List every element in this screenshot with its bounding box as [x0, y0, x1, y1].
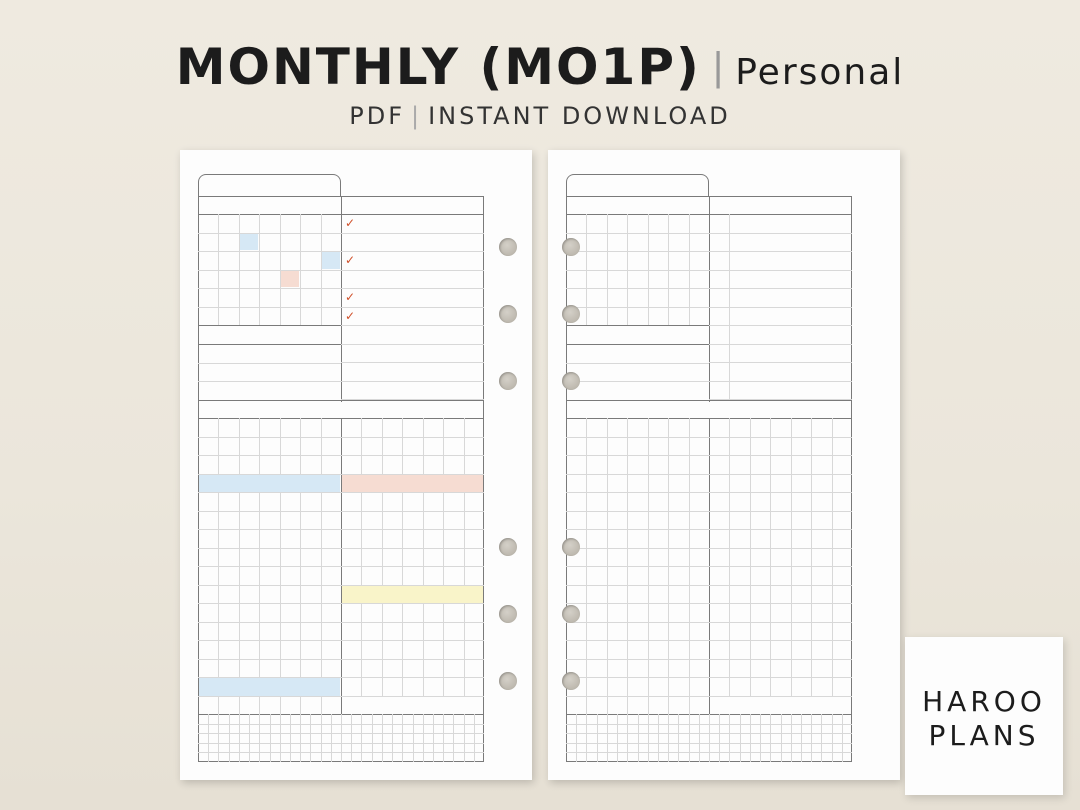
rule-line	[566, 214, 709, 215]
rule-line	[709, 603, 852, 604]
rule-line	[566, 585, 709, 586]
rule-line	[341, 196, 342, 402]
rule-line	[413, 714, 414, 762]
check-mark: ✓	[345, 308, 356, 323]
rule-line	[372, 714, 373, 762]
binder-hole	[562, 538, 580, 556]
rule-line	[198, 400, 484, 401]
rule-line	[474, 714, 475, 762]
rule-line	[627, 714, 628, 762]
rule-line	[341, 640, 484, 641]
check-mark: ✓	[345, 253, 356, 267]
binder-hole	[499, 305, 517, 323]
rule-line	[709, 566, 852, 567]
rule-line	[310, 714, 311, 762]
rule-line	[423, 714, 424, 762]
rule-line	[709, 196, 710, 402]
subtitle-format: PDF	[349, 102, 405, 130]
rule-line	[709, 511, 852, 512]
binder-hole	[562, 672, 580, 690]
rule-line	[341, 270, 484, 271]
rule-line	[321, 214, 322, 325]
rule-line	[811, 714, 812, 762]
rule-line	[709, 362, 852, 363]
rule-line	[198, 307, 341, 308]
binder-hole	[562, 238, 580, 256]
right-page-frame	[566, 174, 852, 762]
rule-line	[709, 474, 852, 475]
rule-line	[341, 566, 484, 567]
rule-line	[668, 214, 669, 325]
rule-line	[361, 714, 362, 762]
rule-line	[198, 270, 341, 271]
rule-line	[709, 288, 852, 289]
rule-line	[341, 362, 484, 363]
rule-line	[648, 714, 649, 762]
rule-line	[566, 400, 852, 401]
rule-line	[341, 548, 484, 549]
rule-line	[566, 603, 709, 604]
rule-line	[709, 548, 852, 549]
rule-line	[229, 714, 230, 762]
title-separator: |	[712, 45, 724, 89]
schedule-highlight	[199, 678, 340, 696]
rule-line	[709, 659, 852, 660]
left-page-frame	[198, 174, 484, 762]
rule-line	[402, 418, 403, 696]
rule-line	[781, 714, 782, 762]
rule-line	[198, 251, 341, 252]
month-tab	[566, 174, 709, 196]
rule-line	[729, 714, 730, 762]
check-mark: ✓	[345, 290, 356, 304]
rule-line	[617, 714, 618, 762]
rule-line	[361, 418, 362, 696]
rule-line	[239, 214, 240, 325]
rule-line	[198, 288, 341, 289]
rule-line	[382, 418, 383, 696]
rule-line	[464, 714, 465, 762]
rule-line	[678, 714, 679, 762]
rule-line	[729, 418, 730, 696]
rule-line	[402, 714, 403, 762]
month-tab	[198, 174, 341, 196]
rule-line	[198, 325, 341, 326]
binder-hole	[562, 605, 580, 623]
rule-line	[341, 325, 484, 326]
rule-line	[331, 714, 332, 762]
binder-hole	[562, 305, 580, 323]
rule-line	[198, 566, 341, 567]
date-highlight	[240, 234, 258, 251]
rule-line	[740, 714, 741, 762]
rule-line	[576, 714, 577, 762]
rule-line	[208, 714, 209, 762]
rule-line	[300, 214, 301, 325]
rule-line	[566, 307, 709, 308]
rule-line	[586, 214, 587, 325]
rule-line	[341, 214, 484, 215]
rule-line	[770, 714, 771, 762]
rule-line	[566, 363, 709, 364]
rule-line	[770, 418, 771, 696]
rule-line	[341, 529, 484, 530]
rule-line	[566, 529, 709, 530]
rule-line	[689, 714, 690, 762]
rule-line	[198, 455, 341, 456]
rule-line	[198, 585, 341, 586]
rule-line	[280, 214, 281, 325]
rule-line	[566, 251, 709, 252]
rule-line	[709, 307, 852, 308]
rule-line	[566, 233, 709, 234]
rule-line	[709, 437, 852, 438]
date-highlight	[322, 252, 340, 269]
rule-line	[198, 548, 341, 549]
rule-line	[341, 288, 484, 289]
rule-line	[423, 418, 424, 696]
rule-line	[341, 307, 484, 308]
rule-line	[280, 714, 281, 762]
rule-line	[597, 714, 598, 762]
rule-line	[566, 696, 709, 697]
rule-line	[300, 714, 301, 762]
rule-line	[198, 659, 341, 660]
rule-line	[198, 492, 341, 493]
subtitle-separator: |	[411, 102, 423, 130]
rule-line	[719, 714, 720, 762]
rule-line	[607, 714, 608, 762]
rule-line	[270, 714, 271, 762]
rule-line	[566, 455, 709, 456]
rule-line	[566, 474, 709, 475]
rule-line	[443, 714, 444, 762]
left-planner-page	[180, 150, 532, 780]
rule-line	[198, 363, 341, 364]
rule-line	[709, 677, 852, 678]
rule-line	[341, 437, 484, 438]
rule-line	[709, 381, 852, 382]
rule-line	[709, 325, 852, 326]
binder-hole	[499, 238, 517, 256]
rule-line	[566, 492, 709, 493]
rule-line	[249, 714, 250, 762]
rule-line	[198, 603, 341, 604]
rule-line	[341, 492, 484, 493]
rule-line	[566, 622, 709, 623]
rule-line	[259, 214, 260, 325]
rule-line	[566, 511, 709, 512]
rule-line	[566, 288, 709, 289]
rule-line	[218, 714, 219, 762]
rule-line	[699, 714, 700, 762]
rule-line	[341, 696, 484, 697]
rule-line	[709, 251, 852, 252]
rule-line	[689, 214, 690, 325]
rule-line	[709, 270, 852, 271]
rule-line	[709, 622, 852, 623]
rule-line	[198, 640, 341, 641]
rule-line	[453, 714, 454, 762]
rule-line	[750, 418, 751, 696]
rule-line	[607, 214, 608, 325]
title-main: MONTHLY (MO1P)	[175, 38, 701, 96]
rule-line	[464, 418, 465, 696]
rule-line	[341, 344, 484, 345]
rule-line	[566, 659, 709, 660]
schedule-highlight	[199, 475, 340, 493]
rule-line	[709, 455, 852, 456]
rule-line	[341, 381, 484, 382]
binder-hole	[499, 605, 517, 623]
rule-line	[566, 381, 709, 382]
rule-line	[709, 344, 852, 345]
brand-line-1: HAROO	[922, 685, 1046, 718]
rule-line	[351, 714, 352, 762]
rule-line	[198, 381, 341, 382]
rule-line	[259, 714, 260, 762]
rule-line	[566, 344, 709, 345]
rule-line	[832, 418, 833, 696]
rule-line	[341, 603, 484, 604]
rule-line	[586, 714, 587, 762]
rule-line	[198, 696, 341, 697]
binder-hole	[499, 672, 517, 690]
rule-line	[290, 714, 291, 762]
rule-line	[821, 714, 822, 762]
page-title	[0, 38, 1080, 96]
rule-line	[658, 714, 659, 762]
rule-line	[198, 437, 341, 438]
rule-line	[566, 566, 709, 567]
rule-line	[239, 714, 240, 762]
rule-line	[709, 214, 852, 215]
rule-line	[627, 214, 628, 325]
right-planner-page	[548, 150, 900, 780]
rule-line	[321, 714, 322, 762]
rule-line	[760, 714, 761, 762]
rule-line	[709, 696, 852, 697]
rule-line	[198, 511, 341, 512]
rule-line	[750, 714, 751, 762]
rule-line	[566, 325, 709, 326]
rule-line	[198, 344, 341, 345]
rule-line	[341, 233, 484, 234]
rule-line	[341, 251, 484, 252]
rule-line	[341, 455, 484, 456]
rule-line	[709, 233, 852, 234]
rule-line	[382, 714, 383, 762]
rule-line	[709, 585, 852, 586]
rule-line	[709, 529, 852, 530]
subtitle-download: INSTANT DOWNLOAD	[428, 102, 731, 130]
rule-line	[791, 418, 792, 696]
rule-line	[648, 214, 649, 325]
schedule-highlight	[342, 586, 483, 604]
rule-line	[443, 418, 444, 696]
binder-hole	[499, 372, 517, 390]
rule-line	[566, 548, 709, 549]
subtitle	[0, 102, 1080, 130]
brand-logo	[905, 637, 1063, 795]
check-mark: ✓	[345, 216, 356, 230]
rule-line	[709, 640, 852, 641]
rule-line	[392, 714, 393, 762]
binder-hole	[562, 372, 580, 390]
rule-line	[791, 714, 792, 762]
rule-line	[198, 214, 341, 215]
brand-line-2: PLANS	[928, 719, 1040, 752]
rule-line	[842, 714, 843, 762]
rule-line	[198, 622, 341, 623]
rule-line	[709, 714, 710, 762]
rule-line	[341, 714, 342, 762]
rule-line	[341, 511, 484, 512]
rule-line	[566, 270, 709, 271]
rule-line	[566, 640, 709, 641]
rule-line	[729, 214, 730, 399]
rule-line	[341, 622, 484, 623]
rule-line	[218, 214, 219, 325]
date-highlight	[281, 271, 299, 288]
binder-hole	[499, 538, 517, 556]
rule-line	[341, 677, 484, 678]
rule-line	[566, 437, 709, 438]
rule-line	[668, 714, 669, 762]
rule-line	[198, 529, 341, 530]
schedule-highlight	[342, 475, 483, 493]
rule-line	[566, 677, 709, 678]
rule-line	[801, 714, 802, 762]
rule-line	[811, 418, 812, 696]
rule-line	[341, 659, 484, 660]
rule-line	[709, 492, 852, 493]
rule-line	[433, 714, 434, 762]
rule-line	[638, 714, 639, 762]
rule-line	[198, 233, 341, 234]
rule-line	[832, 714, 833, 762]
title-sub: Personal	[735, 52, 905, 93]
